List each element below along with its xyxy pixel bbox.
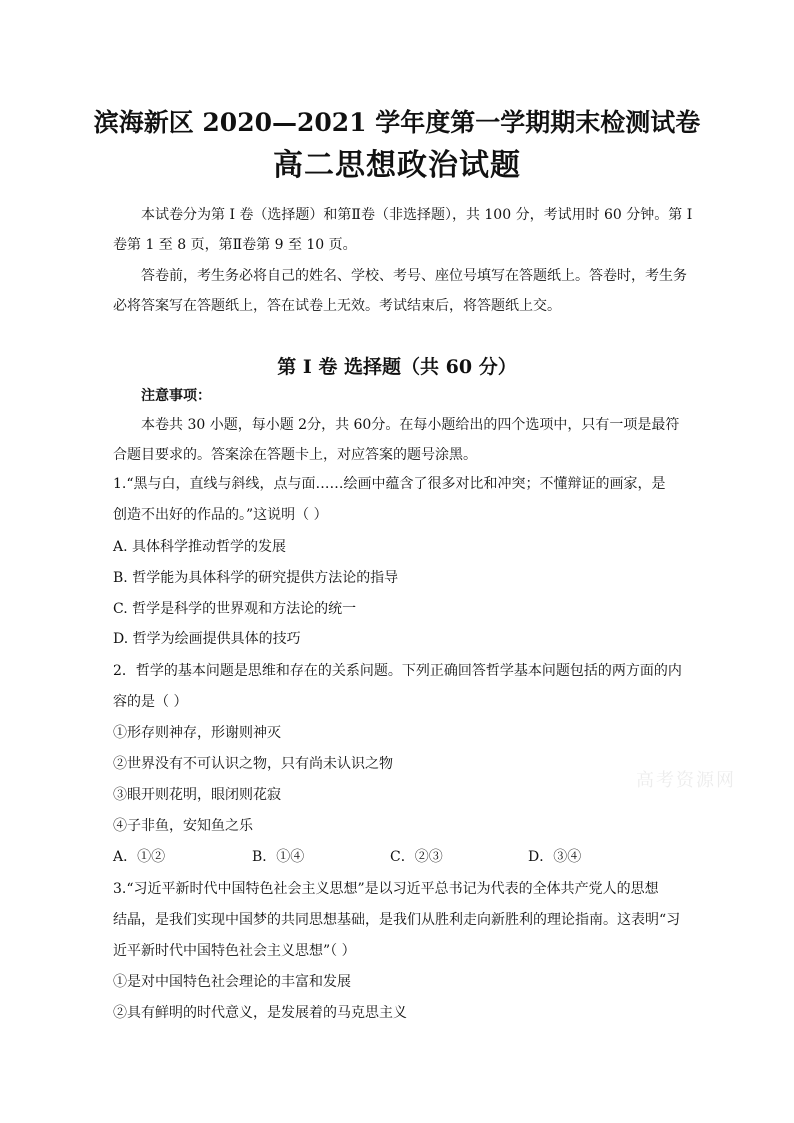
- intro-line: 本试卷分为第 I 卷（选择题）和第Ⅱ卷（非选择题），共 100 分，考试用时 60 分钟。第 I: [141, 207, 693, 223]
- question-2-stem: 容的是（ ）: [113, 694, 188, 710]
- question-1-option-a: A. 具体科学推动哲学的发展: [113, 539, 287, 555]
- question-2-choice-b: B．①④: [252, 849, 305, 865]
- exam-title: 滨海新区 2020—2021 学年度第一学期期末检测试卷: [93, 108, 701, 137]
- notice-line: 合题目要求的。答案涂在答题卡上，对应答案的题号涂黑。: [113, 447, 477, 463]
- question-2-item: ②世界没有不可认识之物，只有尚未认识之物: [113, 756, 393, 772]
- question-2-stem: 2．哲学的基本问题是思维和存在的关系问题。下列正确回答哲学基本问题包括的两方面的内: [113, 663, 682, 679]
- section-title: 第 I 卷 选择题（共 60 分）: [277, 356, 517, 378]
- exam-subtitle: 高二思想政治试题: [273, 148, 521, 183]
- question-2-item: ③眼开则花明，眼闭则花寂: [113, 787, 281, 803]
- question-2-item: ①形存则神存，形谢则神灭: [113, 725, 281, 741]
- question-1-stem: 创造不出好的作品的。”这说明（ ）: [113, 507, 328, 523]
- question-3-stem: 近平新时代中国特色社会主义思想”（ ）: [113, 943, 356, 959]
- intro-line: 答卷前，考生务必将自己的姓名、学校、考号、座位号填写在答题纸上。答卷时，考生务: [141, 268, 687, 284]
- notice-line: 本卷共 30 小题，每小题 2分，共 60分。在每小题给出的四个选项中，只有一项是最符: [141, 417, 680, 433]
- question-2-item: ④子非鱼，安知鱼之乐: [113, 818, 253, 834]
- question-2-choice-a: A．①②: [113, 849, 166, 865]
- question-3-stem: 结晶，是我们实现中国梦的共同思想基础，是我们从胜利走向新胜利的理论指南。这表明“习: [113, 912, 681, 928]
- notice-label: 注意事项：: [141, 388, 211, 404]
- intro-line: 卷第 1 至 8 页，第Ⅱ卷第 9 至 10 页。: [113, 237, 357, 253]
- question-2-choice-d: D．③④: [528, 849, 582, 865]
- question-1-option-d: D. 哲学为绘画提供具体的技巧: [113, 631, 301, 647]
- intro-line: 必将答案写在答题纸上，答在试卷上无效。考试结束后，将答题纸上交。: [113, 298, 561, 314]
- question-3-stem: 3.“习近平新时代中国特色社会主义思想”是以习近平总书记为代表的全体共产党人的思想: [113, 881, 659, 897]
- question-3-item: ②具有鲜明的时代意义，是发展着的马克思主义: [113, 1005, 407, 1021]
- question-3-item: ①是对中国特色社会理论的丰富和发展: [113, 974, 351, 990]
- question-1-option-c: C. 哲学是科学的世界观和方法论的统一: [113, 601, 357, 617]
- watermark: 高考资源网: [636, 770, 736, 791]
- question-1-option-b: B. 哲学能为具体科学的研究提供方法论的指导: [113, 570, 399, 586]
- question-1-stem: 1.“黑与白，直线与斜线，点与面……绘画中蕴含了很多对比和冲突；不懂辩证的画家，是: [113, 476, 666, 492]
- question-2-choice-c: C．②③: [390, 849, 443, 865]
